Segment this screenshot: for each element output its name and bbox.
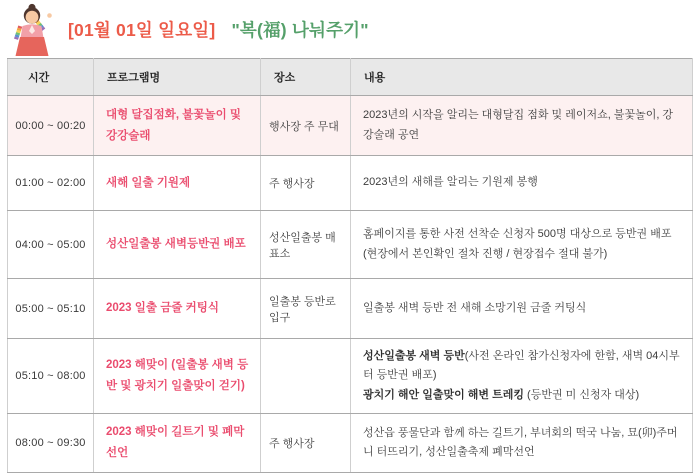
schedule-table-body: [8, 96, 693, 473]
content-line: [363, 245, 680, 264]
content-cell: [351, 339, 693, 414]
content-bold-text: 광치기 해안 일출맞이 해변 트레킹: [363, 388, 524, 401]
content-bold-text: 성산일출봉 새벽 등반: [363, 350, 465, 362]
place-cell: [261, 339, 351, 414]
content-line: [363, 347, 680, 386]
content-line: [363, 424, 680, 463]
schedule-table: [7, 58, 693, 473]
time-cell: 01:00 ~ 02:00: [8, 156, 94, 211]
content-text: 일출봉 새벽 등반 전 새해 소망기원 금줄 커팅식: [363, 301, 587, 314]
program-cell: 새해 일출 기원제: [94, 156, 261, 211]
place-cell: 행사장 주 무대: [261, 96, 351, 156]
content-text: (등반권 미 신청자 대상): [524, 388, 640, 401]
content-text: (현장에서 본인확인 절차 진행 / 현장접수 절대 불가): [363, 247, 608, 260]
content-cell: [351, 156, 693, 211]
page-subtitle: "복(福) 나눠주기": [231, 19, 369, 40]
place-cell: 일출봉 등반로 입구: [261, 279, 351, 339]
content-cell: [351, 413, 693, 472]
content-text: 성산읍 풍물단과 함께 하는 길트기, 부녀회의 떡국 나눔, 묘(卯)주머니 터뜨리기, 성산일출축제 폐막선언: [363, 426, 678, 458]
content-line: [363, 386, 680, 405]
col-header-program: 프로그램명: [94, 59, 261, 96]
time-cell: 04:00 ~ 05:00: [8, 211, 94, 279]
content-text: 홈페이지를 통한 사전 선착순 신청자 500명 대상으로 등반권 배포: [363, 228, 672, 241]
content-cell: [351, 279, 693, 339]
table-row: [8, 339, 693, 414]
program-cell: 2023 일출 금줄 커팅식: [94, 279, 261, 339]
col-header-content: 내용: [351, 59, 693, 96]
table-row: [8, 211, 693, 279]
program-cell: 성산일출봉 새벽등반권 배포: [94, 211, 261, 279]
page-header: [0, 0, 699, 58]
program-cell: 2023 해맞이 (일출봉 새벽 등반 및 광치기 일출맞이 걷기): [94, 339, 261, 414]
table-row: [8, 279, 693, 339]
time-cell: 08:00 ~ 09:30: [8, 413, 94, 472]
content-text: 2023년의 새해를 알리는 기원제 봉행: [363, 176, 538, 189]
col-header-place: 장소: [261, 59, 351, 96]
date-title: [01월 01일 일요일]: [68, 19, 216, 40]
table-row: [8, 413, 693, 472]
program-cell: 2023 해맞이 길트기 및 폐막선언: [94, 413, 261, 472]
table-row: [8, 96, 693, 156]
content-text: 2023년의 시작을 알리는 대형달집 점화 및 레이저쇼, 불꽃놀이, 강강술래 공연: [363, 109, 674, 141]
content-cell: [351, 211, 693, 279]
time-cell: 05:00 ~ 05:10: [8, 279, 94, 339]
header-row: [8, 59, 693, 96]
content-line: [363, 173, 680, 192]
content-text: (사전 온라인 참가신청자에 한함, 새벽 04시부터 등반권 배포): [363, 350, 680, 382]
table-row: [8, 156, 693, 211]
content-line: [363, 299, 680, 318]
place-cell: 주 행사장: [261, 413, 351, 472]
content-line: [363, 106, 680, 145]
content-cell: [351, 96, 693, 156]
program-cell: 대형 달집점화, 불꽃놀이 및 강강술래: [94, 96, 261, 156]
place-cell: 성산일출봉 매표소: [261, 211, 351, 279]
col-header-time: 시간: [8, 59, 94, 96]
time-cell: 00:00 ~ 00:20: [8, 96, 94, 156]
place-cell: 주 행사장: [261, 156, 351, 211]
schedule-table-header: [8, 59, 693, 96]
content-line: [363, 225, 680, 244]
hanbok-woman-icon: [8, 3, 56, 57]
time-cell: 05:10 ~ 08:00: [8, 339, 94, 414]
